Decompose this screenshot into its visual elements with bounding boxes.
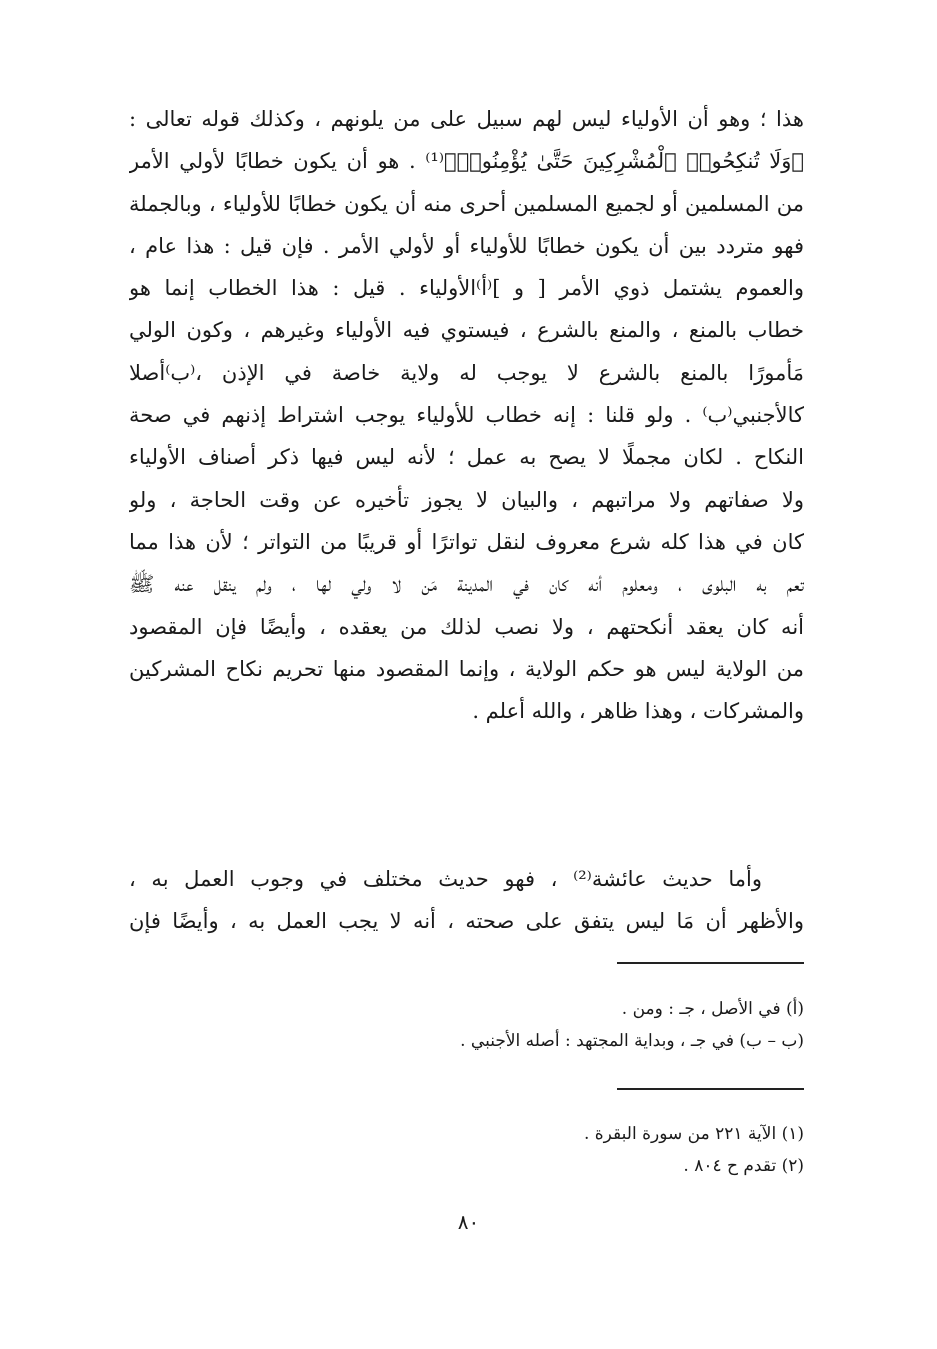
- footnote-divider: [617, 1088, 804, 1090]
- footnote-divider: [617, 962, 804, 964]
- footnote-1: (١) الآية ٢٢١ من سورة البقرة .: [583, 1124, 804, 1144]
- text-line: ولا صفاتهم ولا مراتبهم ، والبيان لا يجوز تأخيره عن وقت الحاجة ، ولو: [129, 487, 804, 512]
- text-line: من المسلمين أو لجميع المسلمين أحرى منه أن يكون خطابًا للأولياء ، وبالجملة: [129, 191, 804, 216]
- text-line: كان في هذا كله شرع معروف لنقل تواترًا أو قريبًا من التواتر ؛ لأن هذا مما: [129, 529, 804, 554]
- paragraph-main: [129, 98, 804, 732]
- text-line: النكاح . لكان مجملًا لا يصح به عمل ؛ لأنه ليس فيها ذكر أصناف الأولياء: [129, 445, 804, 470]
- text-line: والأظهر أن مَا ليس يتفق على صحته ، أنه لا يجب العمل به ، وأيضًا فإن: [129, 909, 804, 934]
- variant-footnotes: [129, 993, 804, 1057]
- text-line: تعم به البلوى ، ومعلوم أنه كان في المدينة مَن لا ولي لها ، ولم ينقل عنه ﷺ: [129, 572, 804, 597]
- text-line: خطاب بالمنع ، والمنع بالشرع ، فيستوي فيه الأولياء وغيرهم ، وكون الولي: [129, 318, 804, 343]
- source-footnotes: [129, 1118, 804, 1182]
- text-line: هذا ؛ وهو أن الأولياء ليس لهم سبيل على من يلونهم ، وكذلك قوله تعالى :: [129, 107, 804, 131]
- text-line: مَأمورًا بالمنع بالشرع لا يوجب له ولاية خاصة في الإذن ،⁽ب⁾أصلا: [129, 360, 804, 385]
- page-number: ٨٠: [457, 1210, 480, 1234]
- text-line-quran-verse: ﴿وَلَا تُنكِحُوا۟ ٱلْمُشْرِكِينَ حَتَّىٰ يُؤْمِنُوا۟﴾⁽¹⁾ . هو أن يكون خطابًا لأولي الأمر: [129, 149, 804, 174]
- text-line: والعموم يشتمل ذوي الأمر [ و ]⁽أ⁾الأولياء . قيل : هذا الخطاب إنما هو: [129, 276, 804, 301]
- footnote-alif: (أ) في الأصل ، جـ : ومن .: [621, 999, 804, 1019]
- text-line: من الولاية ليس هو حكم الولاية ، وإنما المقصود منها تحريم نكاح المشركين: [129, 656, 804, 681]
- footnote-ba: (ب – ب) في جـ ، وبداية المجتهد : أصله الأجنبي .: [460, 1031, 804, 1051]
- text-line: والمشركات ، وهذا ظاهر ، والله أعلم .: [472, 699, 804, 724]
- text-line: كالأجنبي⁽ب⁾ . ولو قلنا : إنه خطاب للأولياء يوجب اشتراط إذنهم في صحة: [129, 403, 804, 428]
- text-line: أنه كان يعقد أنكحتهم ، ولا نصب لذلك من يعقده ، وأيضًا فإن المقصود: [129, 614, 804, 639]
- text-line: فهو متردد بين أن يكون خطابًا للأولياء أو لأولي الأمر . فإن قيل : هذا عام ،: [129, 233, 804, 258]
- footnote-2: (٢) تقدم ح ٨٠٤ .: [683, 1156, 804, 1176]
- text-line: وأما حديث عائشة⁽²⁾ ، فهو حديث مختلف في وجوب العمل به ،: [129, 867, 762, 891]
- paragraph-aisha-hadith: [129, 858, 804, 943]
